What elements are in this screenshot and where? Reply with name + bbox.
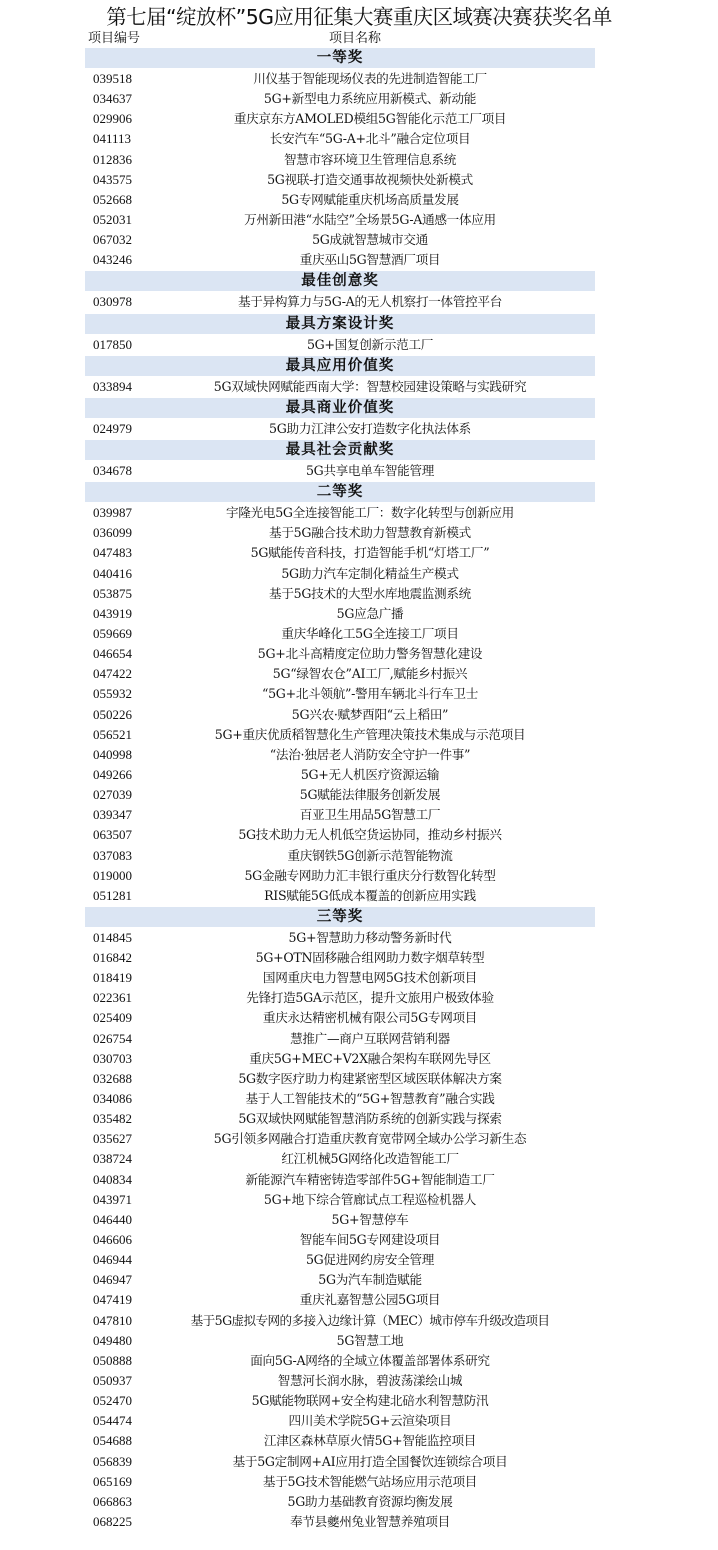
table-row <box>85 129 595 149</box>
section-header: 三等奖 <box>85 907 595 927</box>
project-code: 037083 <box>93 847 132 863</box>
column-header-name: 项目名称 <box>328 31 381 46</box>
table-row <box>85 765 595 785</box>
project-name: 5G助力汽车定制化精益生产模式 <box>281 565 459 581</box>
table-row <box>85 377 595 397</box>
table-row <box>85 250 595 270</box>
table-row <box>85 928 595 948</box>
table-row <box>85 1290 595 1310</box>
project-code: 033894 <box>93 378 132 394</box>
table-row <box>85 948 595 968</box>
project-name: 重庆钢铁5G创新示范智能物流 <box>287 847 453 863</box>
project-code: 054474 <box>93 1413 132 1429</box>
project-name: 智能车间5G专网建设项目 <box>299 1232 441 1248</box>
table-row <box>85 1149 595 1169</box>
table-row <box>85 1351 595 1371</box>
project-code: 035627 <box>93 1131 132 1147</box>
project-code: 039987 <box>93 505 132 521</box>
project-name: 5G视联-打造交通事故视频快处新模式 <box>267 171 473 187</box>
project-code: 046947 <box>93 1272 132 1288</box>
project-code: 050888 <box>93 1352 132 1368</box>
project-name: 百亚卫生用品5G智慧工厂 <box>299 807 441 823</box>
project-code: 026754 <box>93 1030 132 1046</box>
project-code: 065169 <box>93 1473 132 1489</box>
project-code: 047419 <box>93 1292 132 1308</box>
project-name: 面向5G-A网络的全域立体覆盖部署体系研究 <box>250 1352 490 1368</box>
project-code: 040416 <box>93 565 132 581</box>
table-row <box>85 1049 595 1069</box>
project-name: 基于人工智能技术的“5G+智慧教育”融合实践 <box>245 1091 495 1107</box>
section-header: 最具商业价值奖 <box>85 398 595 418</box>
project-name: 奉节县夔州兔业智慧养殖项目 <box>290 1514 450 1529</box>
table-row <box>85 419 595 439</box>
table-row <box>85 785 595 805</box>
project-code: 029906 <box>93 111 132 127</box>
project-code: 039518 <box>93 71 132 86</box>
project-code: 068225 <box>93 1514 132 1529</box>
table-row <box>85 1250 595 1270</box>
project-name: “5G+北斗领航”-警用车辆北斗行车卫士 <box>261 686 479 702</box>
project-name: 宇隆光电5G全连接智能工厂：数字化转型与创新应用 <box>226 505 514 521</box>
table-row <box>85 725 595 745</box>
project-name: 5G+新型电力系统应用新模式、新动能 <box>263 91 477 107</box>
project-name: 重庆京东方AMOLED模组5G智能化示范工厂项目 <box>233 111 507 127</box>
project-name: 国网重庆电力智慧电网5G技术创新项目 <box>262 970 478 986</box>
project-code: 014845 <box>93 929 132 945</box>
project-name: 5G助力基础教育资源均衡发展 <box>287 1493 453 1509</box>
project-name: 5G“绿智农仓”AI工厂,赋能乡村振兴 <box>272 666 468 682</box>
project-code: 030703 <box>93 1050 132 1066</box>
project-name: 5G应急广播 <box>336 605 404 621</box>
project-code: 050226 <box>93 706 132 722</box>
project-name: 新能源汽车精密铸造零部件5G+智能制造工厂 <box>245 1171 495 1187</box>
table-row <box>85 1391 595 1411</box>
project-name: 5G+国复创新示范工厂 <box>306 336 434 352</box>
table-row <box>85 210 595 230</box>
project-name: 5G赋能传音科技，打造智能手机“灯塔工厂” <box>250 545 490 561</box>
project-name: 5G金融专网助力汇丰银行重庆分行数智化转型 <box>244 867 496 883</box>
project-code: 046944 <box>93 1252 132 1268</box>
project-code: 043575 <box>93 171 132 187</box>
project-code: 059669 <box>93 625 132 641</box>
project-code: 067032 <box>93 232 132 248</box>
project-code: 034637 <box>93 91 132 107</box>
project-name: 川仪基于智能现场仪表的先进制造智能工厂 <box>253 71 487 86</box>
project-code: 017850 <box>93 336 132 352</box>
project-name: 万州新田港“水陆空”全场景5G-A通感一体应用 <box>244 211 496 227</box>
project-name: 5G成就智慧城市交通 <box>312 232 428 248</box>
table-row <box>85 968 595 988</box>
project-code: 052668 <box>93 191 132 207</box>
project-code: 047483 <box>93 545 132 561</box>
project-name: 5G专网赋能重庆机场高质量发展 <box>281 191 459 207</box>
award-table <box>85 48 595 1532</box>
project-code: 038724 <box>93 1151 132 1167</box>
table-row <box>85 69 595 89</box>
project-name: 江津区森林草原火情5G+智能监控项目 <box>263 1433 477 1449</box>
table-row <box>85 825 595 845</box>
project-code: 027039 <box>93 787 132 803</box>
project-code: 055932 <box>93 686 132 702</box>
project-name: “法治·独居老人消防安全守护一件事” <box>269 746 471 762</box>
project-name: 5G共享电单车智能管理 <box>305 462 435 478</box>
table-row <box>85 584 595 604</box>
project-name: 智慧河长润水脉，碧波荡漾绘山城 <box>277 1373 463 1389</box>
table-row <box>85 89 595 109</box>
table-row <box>85 523 595 543</box>
project-name: 基于5G技术的大型水库地震监测系统 <box>269 585 471 601</box>
project-code: 036099 <box>93 525 132 541</box>
project-name: 智慧市容环境卫生管理信息系统 <box>283 151 457 167</box>
project-name: 5G助力江津公安打造数字化执法体系 <box>269 420 471 436</box>
column-header-row <box>0 30 718 47</box>
table-row <box>85 150 595 170</box>
table-row <box>85 503 595 523</box>
project-code: 025409 <box>93 1010 132 1026</box>
table-row <box>85 988 595 1008</box>
table-row <box>85 1371 595 1391</box>
table-row <box>85 1129 595 1149</box>
project-code: 043246 <box>93 252 132 268</box>
project-code: 046654 <box>93 646 132 662</box>
table-row <box>85 543 595 563</box>
project-name: 5G双域快网赋能西南大学：智慧校园建设策略与实践研究 <box>213 378 527 394</box>
table-row <box>85 604 595 624</box>
project-name: 5G+北斗高精度定位助力警务智慧化建设 <box>257 646 483 662</box>
project-code: 051281 <box>93 887 132 903</box>
table-row <box>85 1331 595 1351</box>
project-name: 慧推广—商户互联网营销利器 <box>290 1030 450 1046</box>
project-code: 043971 <box>93 1191 132 1207</box>
project-name: 5G智慧工地 <box>336 1332 404 1348</box>
section-header: 最具社会贡献奖 <box>85 440 595 460</box>
project-code: 016842 <box>93 950 132 966</box>
project-name: 5G技术助力无人机低空货运协同，推动乡村振兴 <box>238 827 502 843</box>
table-row <box>85 1029 595 1049</box>
project-code: 063507 <box>93 827 132 843</box>
table-row <box>85 664 595 684</box>
table-row <box>85 461 595 481</box>
table-row <box>85 1270 595 1290</box>
table-row <box>85 1431 595 1451</box>
table-row <box>85 1170 595 1190</box>
project-name: 5G引领多网融合打造重庆教育宽带网全域办公学习新生态 <box>213 1131 527 1147</box>
project-code: 012836 <box>93 151 132 167</box>
table-row <box>85 1311 595 1331</box>
project-name: 长安汽车“5G-A+北斗”融合定位项目 <box>269 131 471 147</box>
project-code: 032688 <box>93 1070 132 1086</box>
project-name: 先锋打造5GA示范区，提升文旅用户极致体验 <box>246 990 494 1006</box>
project-name: 5G+OTN固移融合组网助力数字烟草转型 <box>255 950 485 966</box>
table-row <box>85 805 595 825</box>
project-code: 050937 <box>93 1373 132 1389</box>
table-row <box>85 846 595 866</box>
section-header: 最具方案设计奖 <box>85 314 595 334</box>
table-row <box>85 230 595 250</box>
project-name: 基于异构算力与5G-A的无人机察打一体管控平台 <box>237 294 503 310</box>
project-name: 5G+无人机医疗资源运输 <box>300 766 440 782</box>
table-row <box>85 1230 595 1250</box>
project-code: 052031 <box>93 211 132 227</box>
project-name: 红江机械5G网络化改造智能工厂 <box>281 1151 459 1167</box>
project-code: 022361 <box>93 990 132 1006</box>
table-row <box>85 745 595 765</box>
table-row <box>85 705 595 725</box>
project-name: 重庆巫山5G智慧酒厂项目 <box>299 252 441 268</box>
project-name: 重庆礼嘉智慧公园5G项目 <box>299 1292 441 1308</box>
table-row <box>85 1472 595 1492</box>
table-row <box>85 684 595 704</box>
project-code: 024979 <box>93 420 132 436</box>
project-code: 019000 <box>93 867 132 883</box>
table-row <box>85 1069 595 1089</box>
project-name: 5G赋能法律服务创新发展 <box>299 787 441 803</box>
project-code: 046606 <box>93 1232 132 1248</box>
project-code: 047810 <box>93 1312 132 1328</box>
project-name: 5G数字医疗助力构建紧密型区域医联体解决方案 <box>238 1070 502 1086</box>
project-name: 5G赋能物联网+安全构建北碚水利智慧防汛 <box>251 1393 489 1409</box>
project-code: 056521 <box>93 726 132 742</box>
page-title: 第七届“绽放杯”5G应用征集大赛重庆区域赛决赛获奖名单 <box>106 5 612 29</box>
table-row <box>85 1089 595 1109</box>
table-row <box>85 190 595 210</box>
project-code: 047422 <box>93 666 132 682</box>
project-code: 034678 <box>93 462 132 478</box>
project-code: 040998 <box>93 746 132 762</box>
table-row <box>85 1512 595 1532</box>
project-name: 重庆5G+MEC+V2X融合架构车联网先导区 <box>249 1050 491 1066</box>
column-header-code: 项目编号 <box>88 31 141 46</box>
project-code: 052470 <box>93 1393 132 1409</box>
section-header: 最佳创意奖 <box>85 271 595 291</box>
table-row <box>85 644 595 664</box>
project-name: 基于5G融合技术助力智慧教育新模式 <box>269 525 471 541</box>
table-row <box>85 1190 595 1210</box>
section-header: 二等奖 <box>85 482 595 502</box>
table-row <box>85 564 595 584</box>
project-code: 034086 <box>93 1091 132 1107</box>
table-row <box>85 335 595 355</box>
project-name: 5G+智慧助力移动警务新时代 <box>288 929 452 945</box>
project-code: 049480 <box>93 1332 132 1348</box>
project-name: 5G兴农·赋梦酉阳“云上稻田” <box>291 706 449 722</box>
project-code: 039347 <box>93 807 132 823</box>
table-row <box>85 170 595 190</box>
table-row <box>85 624 595 644</box>
project-name: 重庆华峰化工5G全连接工厂项目 <box>281 625 459 641</box>
table-row <box>85 1008 595 1028</box>
project-code: 049266 <box>93 766 132 782</box>
project-name: RIS赋能5G低成本覆盖的创新应用实践 <box>264 887 476 903</box>
project-code: 066863 <box>93 1493 132 1509</box>
table-row <box>85 866 595 886</box>
table-row <box>85 292 595 312</box>
project-code: 041113 <box>93 131 132 147</box>
table-row <box>85 1109 595 1129</box>
table-row <box>85 1210 595 1230</box>
project-name: 5G+地下综合管廊试点工程巡检机器人 <box>263 1191 477 1207</box>
project-name: 5G+重庆优质稻智慧化生产管理决策技术集成与示范项目 <box>214 726 526 742</box>
project-name: 四川美术学院5G+云渲染项目 <box>288 1413 452 1429</box>
project-name: 基于5G定制网+AI应用打造全国餐饮连锁综合项目 <box>232 1453 508 1469</box>
project-name: 基于5G技术智能燃气站场应用示范项目 <box>262 1473 478 1489</box>
table-row <box>85 1452 595 1472</box>
project-code: 046440 <box>93 1211 132 1227</box>
project-code: 043919 <box>93 605 132 621</box>
project-code: 018419 <box>93 970 132 986</box>
project-code: 053875 <box>93 585 132 601</box>
project-name: 基于5G虚拟专网的多接入边缘计算（MEC）城市停车升级改造项目 <box>190 1312 550 1328</box>
project-code: 035482 <box>93 1111 132 1127</box>
section-header: 一等奖 <box>85 48 595 68</box>
project-code: 054688 <box>93 1433 132 1449</box>
section-header: 最具应用价值奖 <box>85 356 595 376</box>
table-row <box>85 1492 595 1512</box>
project-name: 重庆永达精密机械有限公司5G专网项目 <box>262 1010 478 1026</box>
project-name: 5G双域快网赋能智慧消防系统的创新实践与探索 <box>238 1111 502 1127</box>
project-code: 056839 <box>93 1453 132 1469</box>
table-row <box>85 1411 595 1431</box>
project-name: 5G为汽车制造赋能 <box>318 1272 422 1288</box>
table-row <box>85 886 595 906</box>
project-code: 030978 <box>93 294 132 310</box>
project-name: 5G+智慧停车 <box>331 1211 409 1227</box>
project-code: 040834 <box>93 1171 132 1187</box>
table-row <box>85 109 595 129</box>
project-name: 5G促进网约房安全管理 <box>305 1252 435 1268</box>
